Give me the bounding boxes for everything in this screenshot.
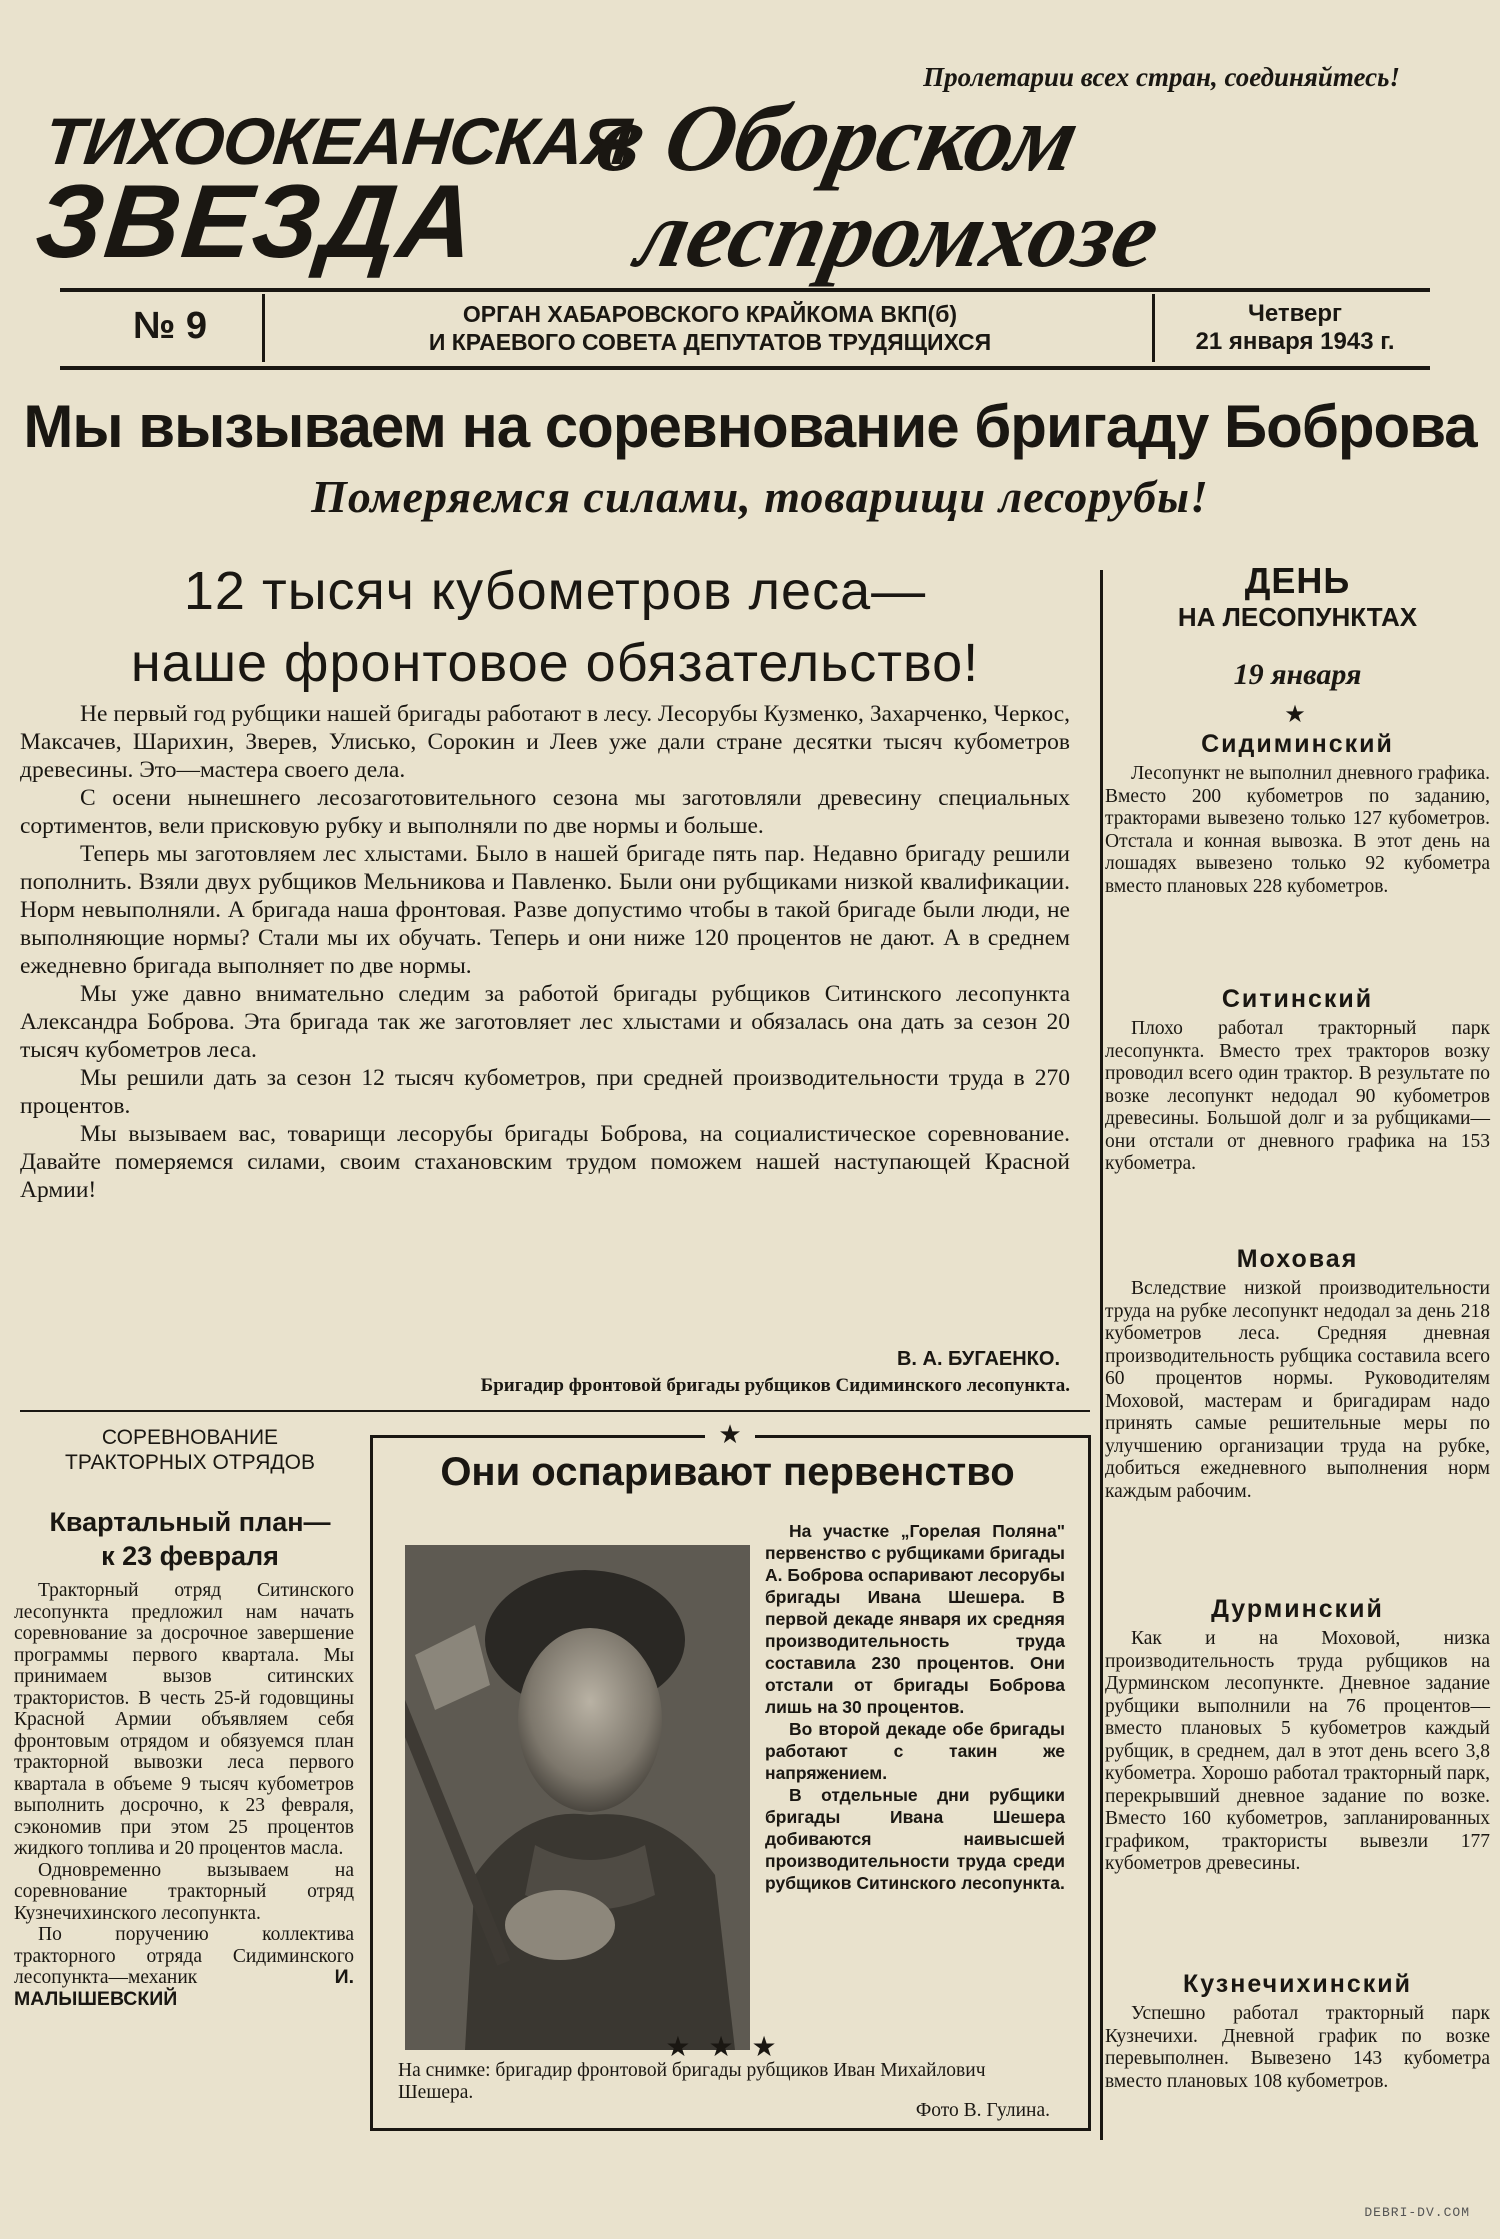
photo-credit: Фото В. Гулина. [915, 2100, 1050, 2121]
masthead-bottom-rule [60, 366, 1430, 370]
issue-number: № 9 [132, 305, 208, 347]
lesopunkt-text: Вследствие низкой производительности труда на рубке лесопункт недодал за день 218 кубометров леса. Средняя дневная производительность рубщика составила всего 60 процентов нормы. Руководителям Моховой, мастерам и бригадирам надо принять самые решительные меры по улучшению организации труда на рубке, добиться ежедневного выполнения норм каждым рабочим. [1105, 1278, 1490, 1502]
portrait-photo [405, 1545, 750, 2050]
quarter-plan-title-line1: Квартальный план— [49, 1507, 331, 1537]
quarter-plan-paragraph: Одновременно вызываем на соревнование тракторный отряд Кузнечихинского лесопункта. [14, 1859, 354, 1924]
lesopunkt-report [1105, 1970, 1490, 2093]
photo-feature-paragraph: Во второй декаде обе бригады работают с такин же напряжением. [765, 1719, 1065, 1783]
lesopunkt-heading: Кузнечихинский [1182, 1970, 1413, 1998]
quarter-plan-signature-prefix: По поручению коллектива тракторного отряда Сидиминского лесопункта—механик [14, 1924, 354, 1988]
photo-feature-paragraph: На участке „Горелая Поляна" первенство с рубщиками бригады А. Боброва оспаривают лесорубы бригады Ивана Шешера. В первой декаде января их средняя производительность труда составила 230 процентов. Они отстали от бригады Боброва лишь на 30 процентов. [765, 1521, 1065, 1717]
newspaper-name [30, 104, 634, 280]
issue-date [1160, 300, 1430, 356]
main-article-paragraph: Мы решили дать за сезон 12 тысяч кубометров, при средней производительности труда в 270 процентов. [20, 1065, 1070, 1119]
page-subheadline: Померяемся силами, товарищи лесорубы! [311, 471, 1209, 522]
lesopunkt-report [1105, 730, 1490, 898]
photo-feature-paragraph: В отдельные дни рубщики бригады Ивана Шешера добиваются наивысшей производительности труда среди рубщиков Ситинского лесопункта. [765, 1785, 1065, 1893]
main-article-title-line2: наше фронтовое обязательство! [130, 633, 980, 693]
site-watermark: DEBRI-DV.COM [1364, 2205, 1470, 2220]
masthead-divider-right [1152, 294, 1155, 362]
lesopunkt-report [1105, 1595, 1490, 1876]
quarter-plan-title [20, 1505, 360, 1573]
lesopunkt-heading: Сидиминский [1201, 730, 1394, 758]
quarter-plan-signature [14, 1924, 354, 2010]
newspaper-name-line1: ТИХООКЕАНСКАЯ [41, 104, 634, 178]
organ-line2: И КРАЕВОГО СОВЕТА ДЕПУТАТОВ ТРУДЯЩИХСЯ [428, 329, 992, 355]
main-article-paragraph: Теперь мы заготовляем лес хлыстами. Было в нашей бригаде пять пар. Недавно бригаду решили пополнить. Взяли двух рубщиков Мельникова и Павленко. Были они рубщиками низкой квалификации. Норм невыполняли. А бригада наша фронтовая. Разве допустимо чтобы в такой бригаде были люди, не выполняющие нормы? Стали мы их обучать. Теперь и они ниже 120 процентов не дают. А в среднем ежедневно бригада выполняет по две нормы. [20, 841, 1070, 979]
lesopunkt-heading: Моховая [1236, 1245, 1359, 1273]
lesopunkt-report [1105, 1245, 1490, 1503]
lesopunkt-heading: Ситинский [1221, 985, 1374, 1013]
bottom-separator-rule [20, 1410, 1090, 1412]
main-article-paragraph: Мы уже давно внимательно следим за работой бригады рубщиков Ситинского лесопункта Александра Боброва. Эта бригада так же заготовляет лес хлыстами и обязалась она дать за сезон 20 тысяч кубометров леса. [20, 981, 1070, 1063]
main-article-title [20, 555, 1090, 699]
right-column-title [1115, 560, 1480, 633]
lesopunkt-text: Плохо работал тракторный парк лесопункта. Вместо трех тракторов возку проводил всего один трактор. В результате по возке лесопункт недодал 90 кубометров древесины. Большой долг и за рубщиками—они отстали от дневного графика на 153 кубометра. [1105, 1018, 1490, 1174]
quarter-plan-signature-name: И. МАЛЫШЕВСКИЙ [14, 1966, 354, 2010]
photo-feature-title: Они оспаривают первенство [440, 1450, 1015, 1494]
masthead-divider-left [262, 294, 265, 362]
photo-caption: На снимке: бригадир фронтовой бригады рубщиков Иван Михайлович Шешера. [398, 2060, 986, 2103]
main-article-signature: В. А. БУГАЕНКО. [896, 1348, 1060, 1370]
quarter-plan-paragraph: Тракторный отряд Ситинского лесопункта предложил нам начать соревнование за досрочное завершение программы первого квартала. Мы принимаем вызов ситинских трактористов. В честь 25-й годовщины Красной Армии объявляем себя фронтовым отрядом и обязуемся план тракторной вывозки леса первого квартала в объеме 9 тысяч кубометров выполнить досрочно, к 23 февраля, сэкономив при этом 25 процентов жидкого топлива и 20 процентов масла. [14, 1580, 354, 1859]
main-article-paragraph: Не первый год рубщики нашей бригады работают в лесу. Лесорубы Кузменко, Захарченко, Черкос, Максачев, Шарихин, Зверев, Улисько, Сорокин и Леев уже дали стране десятки тысяч кубометров древесины. Это—мастера своего дела. [20, 701, 1070, 783]
issue-weekday: Четверг [1247, 300, 1343, 327]
star-icon: ★ [1284, 702, 1306, 728]
organ-line1: ОРГАН ХАБАРОВСКОГО КРАЙКОМА ВКП(б) [462, 301, 958, 327]
main-article-body [20, 700, 1070, 1204]
right-column-title-line1: ДЕНЬ [1244, 560, 1351, 601]
quarter-plan-body [14, 1580, 354, 2010]
lesopunkt-heading: Дурминский [1211, 1595, 1384, 1623]
lesopunkt-text: Лесопункт не выполнил дневного графика. Вместо 200 кубометров по заданию, тракторами вывезено только 127 кубометров. Отстала и конная вывозка. В этот день на лошадях вывезено только 92 кубометра вместо плановых 228 кубометров. [1105, 763, 1490, 897]
right-column-rule [1100, 570, 1103, 2140]
photo-feature-text [765, 1520, 1065, 1894]
star-icon: ★ [705, 1420, 755, 1450]
competition-rubric-line2: ТРАКТОРНЫХ ОТРЯДОВ [65, 1451, 315, 1474]
competition-rubric-line1: СОРЕВНОВАНИЕ [101, 1426, 279, 1449]
issue-date-text: 21 января 1943 г. [1195, 328, 1395, 355]
main-article-signature-role: Бригадир фронтовой бригады рубщиков Сидиминского лесопункта. [480, 1375, 1070, 1396]
lesopunkt-text: Как и на Моховой, низка производительность труда рубщиков на Дурминском лесопункте. Дневное задание рубщики выполнили на 76 процентов—вместо плановых 5 кубометров каждый рубщик, в среднем, дал в этот день всего 3,8 кубометра. Хорошо работал тракторный парк, перекрывший дневное задание по возке. Вместо 160 кубометров, запланированных графиком, трактористы вывезли 177 кубометров древесины. [1105, 1628, 1490, 1874]
right-column-date: 19 января [1233, 658, 1362, 691]
stars-divider-icon: ★★★ [665, 2032, 795, 2063]
main-article-title-line1: 12 тысяч кубометров леса— [183, 561, 927, 621]
right-column-title-line2: НА ЛЕСОПУНКТАХ [1177, 602, 1418, 632]
organ-statement [280, 300, 1140, 356]
portrait-illustration [405, 1545, 750, 2050]
page-headline: Мы вызываем на соревнование бригаду Боброва [23, 393, 1477, 460]
edition-title-line1: в Оборском [588, 84, 1089, 191]
lesopunkt-text: Успешно работал тракторный парк Кузнечихи. Дневной график по возке перевыполнен. Вывезено 143 кубометра вместо плановых 108 кубометров. [1105, 2003, 1490, 2092]
quarter-plan-title-line2: к 23 февраля [101, 1541, 279, 1571]
competition-rubric [20, 1425, 360, 1475]
main-article-paragraph: Мы вызываем вас, товарищи лесорубы бригады Боброва, на социалистическое соревнование. Давайте померяемся силами, своим стахановским трудом поможем нашей наступающей Красной Армии! [20, 1121, 1070, 1203]
edition-title [540, 84, 1481, 287]
edition-title-line2: леспромхозе [628, 180, 1169, 287]
newspaper-name-line2: ЗВЕЗДА [30, 163, 482, 280]
masthead-top-rule [60, 288, 1430, 292]
party-motto: Пролетарии всех стран, соединяйтесь! [923, 62, 1400, 92]
main-article-paragraph: С осени нынешнего лесозаготовительного сезона мы заготовляли древесину специальных сортиментов, вели присковую рубку и выполняли по две нормы и больше. [20, 785, 1070, 839]
lesopunkt-report [1105, 985, 1490, 1176]
